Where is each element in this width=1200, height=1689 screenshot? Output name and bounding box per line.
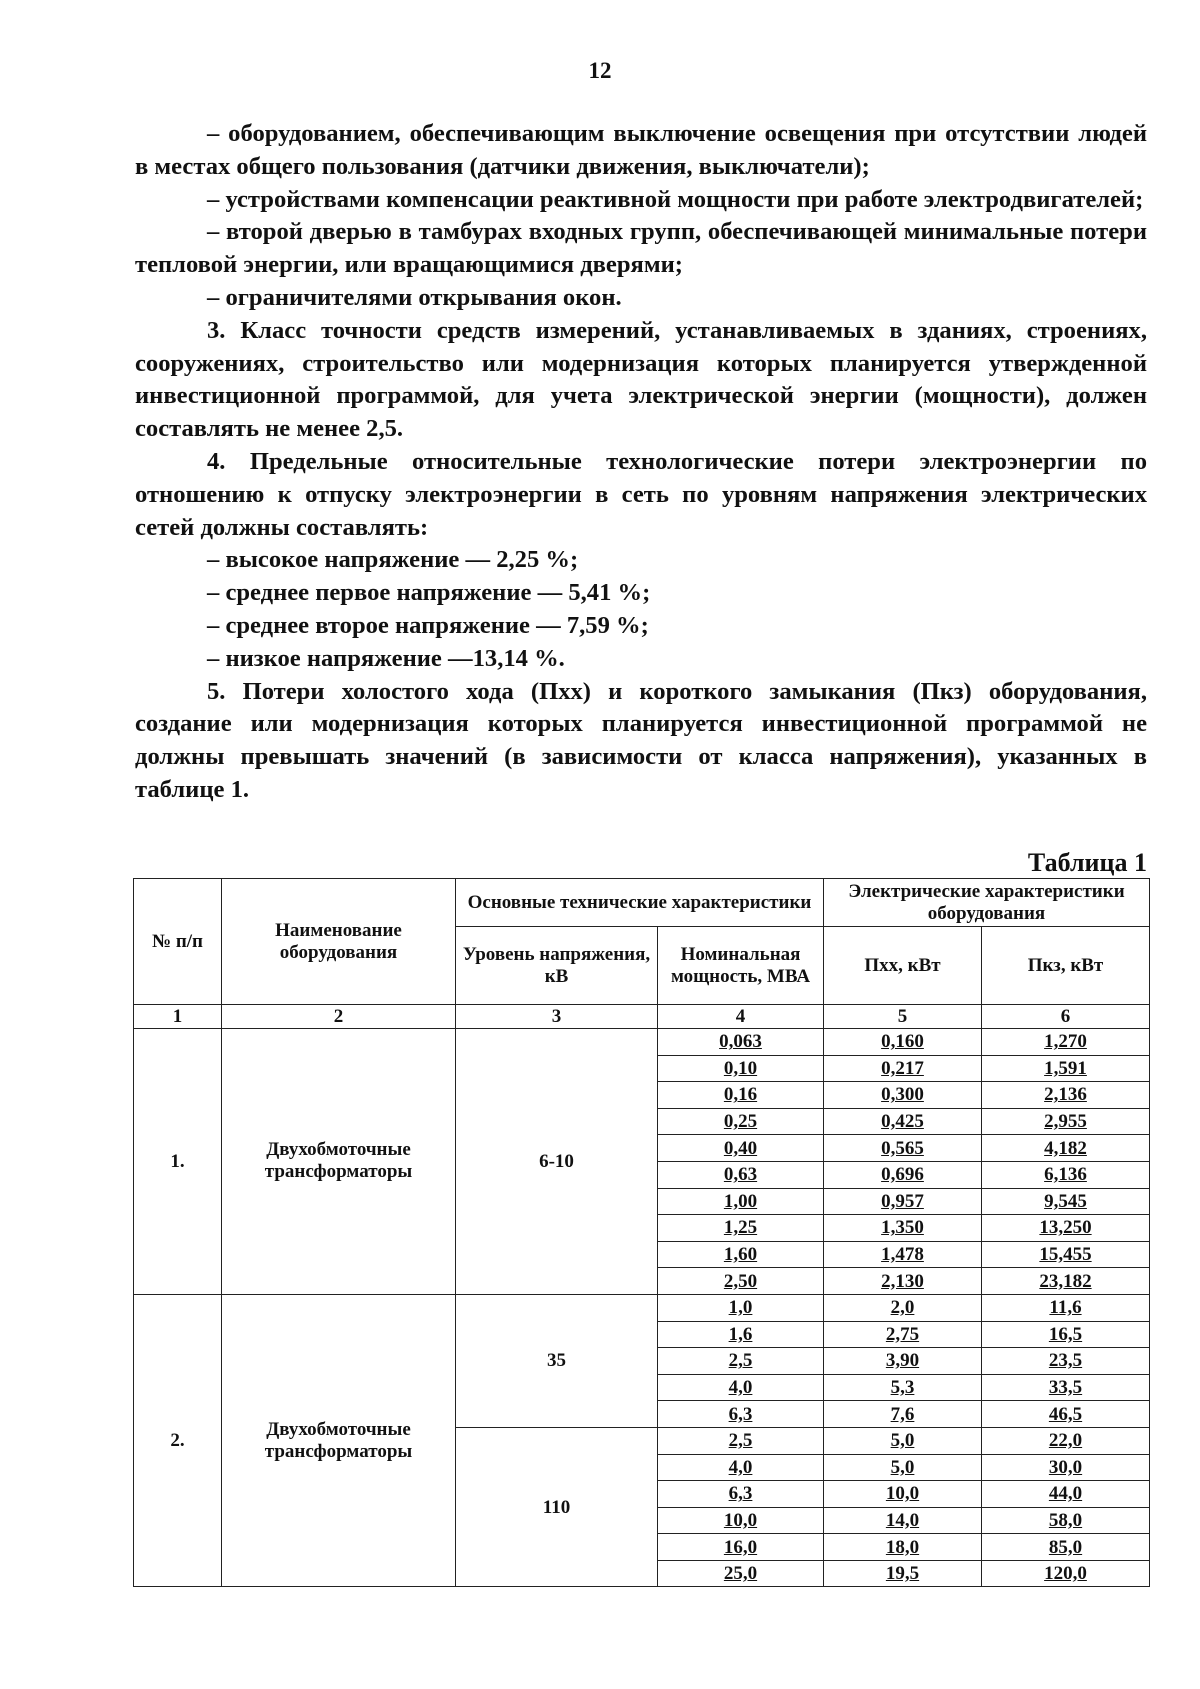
voltage-level: 110 [456,1427,658,1587]
rated-power-cell: 0,40 [658,1135,824,1162]
paragraph: 4. Предельные относительные технологические потери электроэнергии по отношению к отпуску электроэнергии в сеть по уровням напряжения электрических сетей должны составлять: [135,447,1147,541]
paragraph: – среднее первое напряжение — 5,41 %; [207,579,651,607]
short-circuit-loss-cell: 2,136 [982,1082,1150,1109]
voltage-level: 35 [456,1294,658,1427]
rated-power-cell: 0,25 [658,1108,824,1135]
header-pxx: Пxx, кВт [824,927,982,1005]
short-circuit-loss-cell: 11,6 [982,1294,1150,1321]
equipment-name: Двухобмоточные трансформаторы [222,1029,456,1295]
header-group-tech: Основные технические характеристики [456,879,824,927]
page-number: 12 [588,58,612,83]
no-load-loss-cell: 2,130 [824,1268,982,1295]
rated-power-cell: 2,5 [658,1348,824,1375]
short-circuit-loss-cell: 120,0 [982,1560,1150,1587]
short-circuit-loss-cell: 13,250 [982,1215,1150,1242]
no-load-loss-cell: 0,160 [824,1029,982,1056]
no-load-loss-cell: 19,5 [824,1560,982,1587]
rated-power-cell: 25,0 [658,1560,824,1587]
no-load-loss-cell: 0,957 [824,1188,982,1215]
table-row [134,1029,1150,1056]
row-number: 1. [134,1029,222,1295]
paragraph: 5. Потери холостого хода (Пxx) и короткого замыкания (Пкз) оборудования, создание или модернизация которых планируется инвестиционной программой не должны превышать значений (в зависимости от класса напряжения), указанных в таблице 1. [135,677,1147,803]
no-load-loss-cell: 1,478 [824,1241,982,1268]
no-load-loss-cell: 14,0 [824,1507,982,1534]
short-circuit-loss-cell: 4,182 [982,1135,1150,1162]
rated-power-cell: 0,063 [658,1029,824,1056]
short-circuit-loss-cell: 33,5 [982,1374,1150,1401]
rated-power-cell: 0,10 [658,1055,824,1082]
rated-power-cell: 10,0 [658,1507,824,1534]
no-load-loss-cell: 0,300 [824,1082,982,1109]
header-voltage: Уровень напряжения, кВ [456,927,658,1005]
no-load-loss-cell: 0,425 [824,1108,982,1135]
short-circuit-loss-cell: 85,0 [982,1534,1150,1561]
column-number: 3 [456,1005,658,1029]
rated-power-cell: 1,60 [658,1241,824,1268]
rated-power-cell: 4,0 [658,1454,824,1481]
short-circuit-loss-cell: 1,270 [982,1029,1150,1056]
table-caption: Таблица 1 [1027,848,1147,877]
no-load-loss-cell: 5,0 [824,1454,982,1481]
short-circuit-loss-cell: 30,0 [982,1454,1150,1481]
rated-power-cell: 0,16 [658,1082,824,1109]
header-name: Наименование оборудования [222,879,456,1005]
rated-power-cell: 1,6 [658,1321,824,1348]
no-load-loss-cell: 0,696 [824,1161,982,1188]
short-circuit-loss-cell: 46,5 [982,1401,1150,1428]
voltage-level: 6-10 [456,1029,658,1295]
no-load-loss-cell: 7,6 [824,1401,982,1428]
table-body [134,1029,1150,1587]
rated-power-cell: 2,5 [658,1427,824,1454]
column-number: 1 [134,1005,222,1029]
header-power: Номинальная мощность, МВА [658,927,824,1005]
short-circuit-loss-cell: 22,0 [982,1427,1150,1454]
no-load-loss-cell: 5,0 [824,1427,982,1454]
rated-power-cell: 1,25 [658,1215,824,1242]
column-numbers-row [134,1005,1150,1029]
paragraph: – устройствами компенсации реактивной мощности при работе электродвигателей; [207,185,1144,213]
short-circuit-loss-cell: 23,182 [982,1268,1150,1295]
paragraph: – ограничителями открывания окон. [207,283,622,311]
column-number: 2 [222,1005,456,1029]
no-load-loss-cell: 2,0 [824,1294,982,1321]
equipment-name: Двухобмоточные трансформаторы [222,1294,456,1587]
rated-power-cell: 4,0 [658,1374,824,1401]
column-number: 5 [824,1005,982,1029]
rated-power-cell: 2,50 [658,1268,824,1295]
no-load-loss-cell: 18,0 [824,1534,982,1561]
paragraph: – второй дверью в тамбурах входных групп, обеспечивающей минимальные потери тепловой энергии, или вращающимися дверями; [135,218,1147,279]
no-load-loss-cell: 2,75 [824,1321,982,1348]
short-circuit-loss-cell: 44,0 [982,1481,1150,1508]
header-group-elec: Электрические характеристики оборудования [824,879,1150,927]
short-circuit-loss-cell: 9,545 [982,1188,1150,1215]
short-circuit-loss-cell: 15,455 [982,1241,1150,1268]
no-load-loss-cell: 3,90 [824,1348,982,1375]
short-circuit-loss-cell: 16,5 [982,1321,1150,1348]
header-pkz: Пкз, кВт [982,927,1150,1005]
short-circuit-loss-cell: 2,955 [982,1108,1150,1135]
short-circuit-loss-cell: 23,5 [982,1348,1150,1375]
row-number: 2. [134,1294,222,1587]
rated-power-cell: 0,63 [658,1161,824,1188]
rated-power-cell: 6,3 [658,1481,824,1508]
table-row [134,1294,1150,1321]
no-load-loss-cell: 1,350 [824,1215,982,1242]
rated-power-cell: 1,00 [658,1188,824,1215]
paragraph: 3. Класс точности средств измерений, устанавливаемых в зданиях, строениях, сооружениях, строительство или модернизация которых планируется утвержденной инвестиционной программой, для учета электрической энергии (мощности), должен составлять не менее 2,5. [135,316,1147,443]
no-load-loss-cell: 10,0 [824,1481,982,1508]
no-load-loss-cell: 5,3 [824,1374,982,1401]
column-number: 4 [658,1005,824,1029]
body-text [135,118,1147,807]
rated-power-cell: 6,3 [658,1401,824,1428]
rated-power-cell: 1,0 [658,1294,824,1321]
header-num: № п/п [134,879,222,1005]
no-load-loss-cell: 0,217 [824,1055,982,1082]
short-circuit-loss-cell: 6,136 [982,1161,1150,1188]
spec-table [133,878,1150,1587]
no-load-loss-cell: 0,565 [824,1135,982,1162]
rated-power-cell: 16,0 [658,1534,824,1561]
paragraph: – низкое напряжение —13,14 %. [207,644,565,672]
short-circuit-loss-cell: 1,591 [982,1055,1150,1082]
paragraph: – оборудованием, обеспечивающим выключение освещения при отсутствии людей в местах общего пользования (датчики движения, выключатели); [135,120,1147,180]
paragraph: – высокое напряжение — 2,25 %; [207,546,579,574]
short-circuit-loss-cell: 58,0 [982,1507,1150,1534]
column-number: 6 [982,1005,1150,1029]
paragraph: – среднее второе напряжение — 7,59 %; [207,611,649,639]
